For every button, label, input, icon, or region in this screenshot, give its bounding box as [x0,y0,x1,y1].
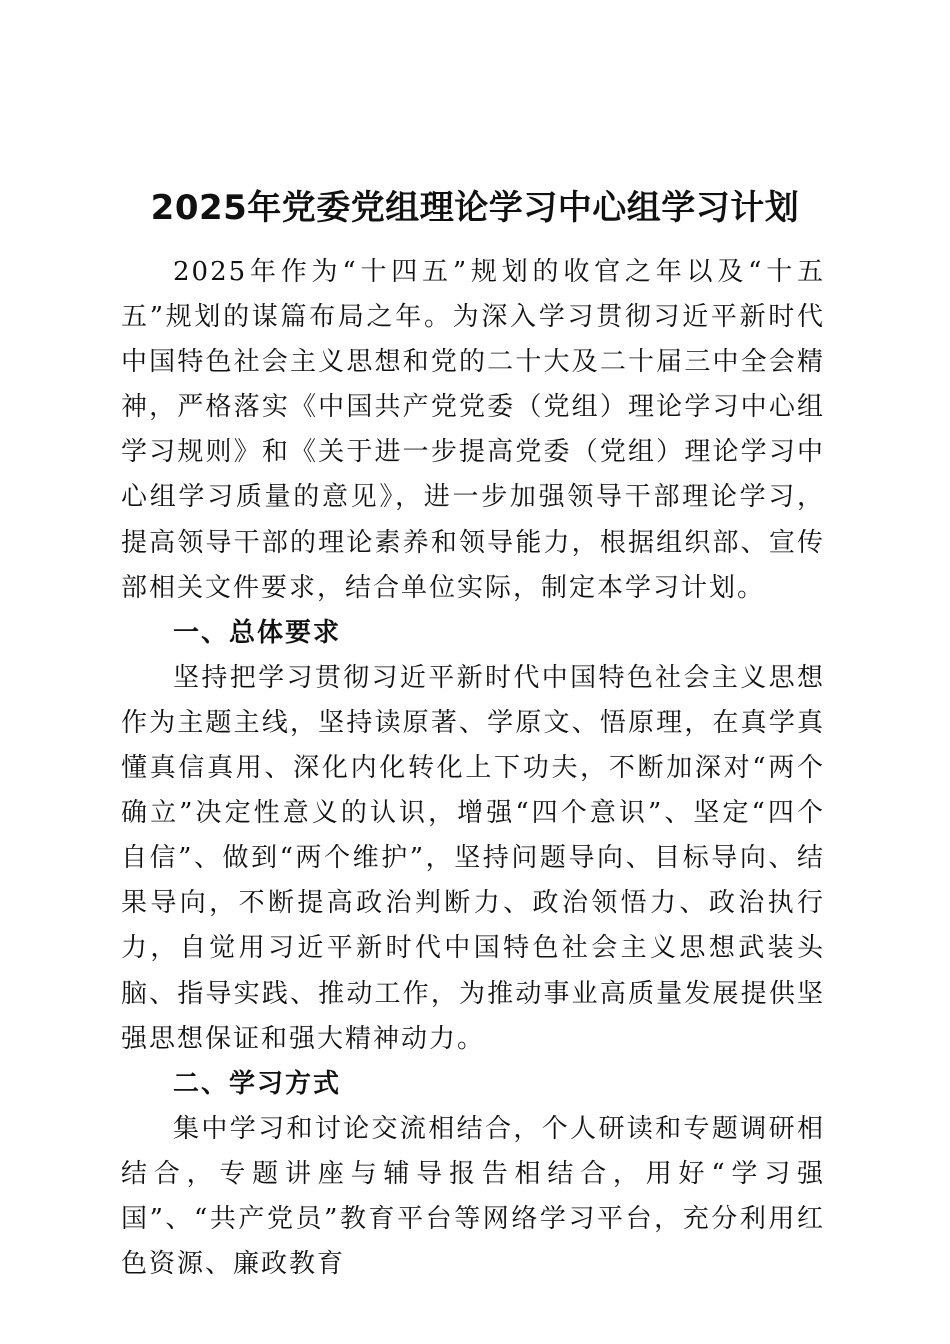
section-heading-learning-methods: 二、学习方式 [173,1068,342,1099]
section-paragraph-general-requirements: 坚持把学习贯彻习近平新时代中国特色社会主义思想作为主题主线，坚持读原著、学原文、悟原理，在真学真懂真信真用、深化内化转化上下功夫，不断加深对“两个确立”决定性意义的认识，增强“四个意识”、坚定“四个自信”、做到“两个维护”，坚持问题导向、目标导向、结果导向，不断提高政治判断力、政治领悟力、政治执行力，自觉用习近平新时代中国特色社会主义思想武装头脑、指导实践、推动工作，为推动事业高质量发展提供坚强思想保证和强大精神动力。 [121,662,825,1054]
section-paragraph-learning-methods: 集中学习和讨论交流相结合，个人研读和专题调研相结合，专题讲座与辅导报告相结合，用好“学习强国”、“共产党员”教育平台等网络学习平台，充分利用红色资源、廉政教育 [121,1113,825,1280]
section-heading-general-requirements: 一、总体要求 [173,617,342,648]
document-title: 2025年党委党组理论学习中心组学习计划 [150,188,800,228]
document-body [121,250,825,1287]
intro-paragraph: 2025年作为“十四五”规划的收官之年以及“十五五”规划的谋篇布局之年。为深入学习贯彻习近平新时代中国特色社会主义思想和党的二十大及二十届三中全会精神，严格落实《中国共产党党委（党组）理论学习中心组学习规则》和《关于进一步提高党委（党组）理论学习中心组学习质量的意见》，进一步加强领导干部理论学习，提高领导干部的理论素养和领导能力，根据组织部、宣传部相关文件要求，结合单位实际，制定本学习计划。 [121,257,825,603]
